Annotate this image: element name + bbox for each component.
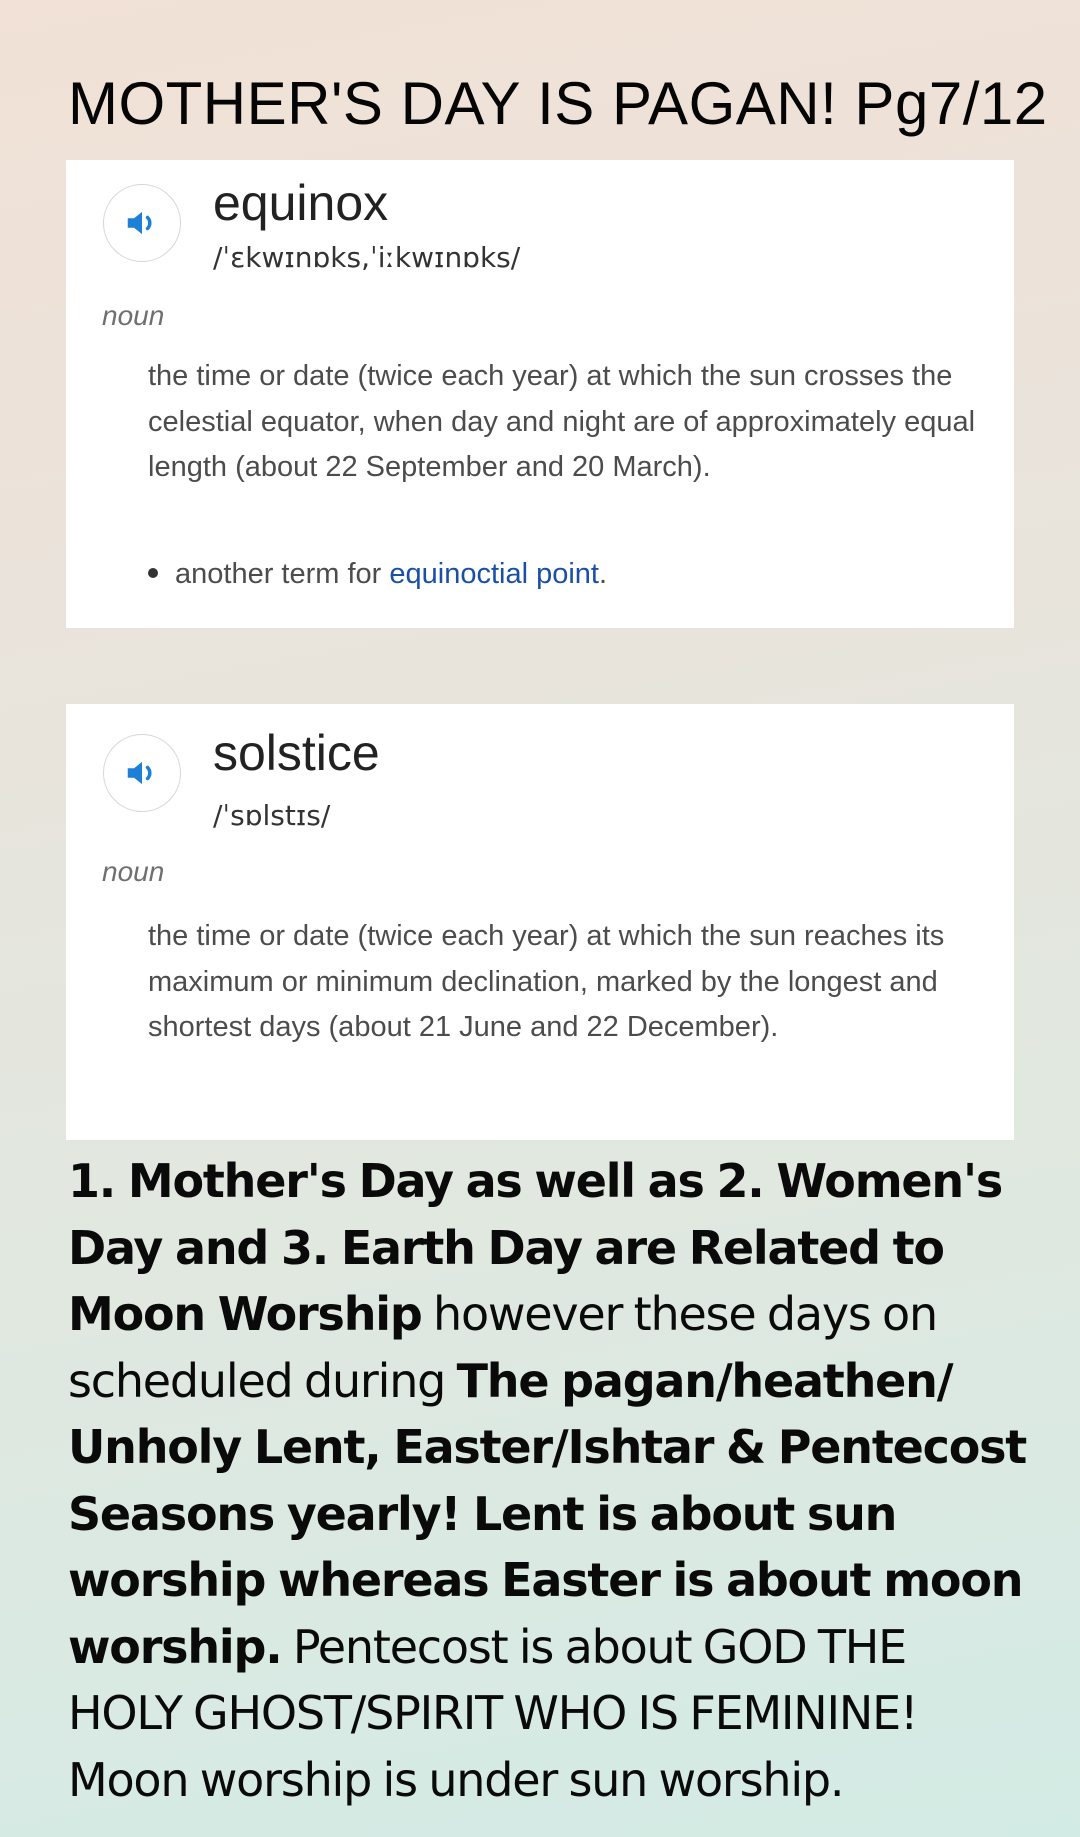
part-of-speech: noun bbox=[102, 856, 165, 887]
related-term-suffix: . bbox=[598, 558, 608, 590]
page-title: MOTHER'S DAY IS PAGAN! Pg7/12 bbox=[68, 70, 1048, 137]
pronunciation-button[interactable] bbox=[103, 734, 181, 812]
part-of-speech: noun bbox=[102, 300, 165, 331]
body-segment: Pentecost is about GOD THE HOLY GHOST/SPIRIT WHO IS FEMININE! Moon worship is under sun worship. bbox=[68, 1619, 918, 1807]
speaker-icon bbox=[123, 754, 161, 792]
equinoctial-point-link[interactable]: equinoctial point bbox=[389, 558, 599, 590]
related-term bbox=[148, 552, 607, 596]
dictionary-card-equinox bbox=[66, 160, 1014, 628]
definition-text: the time or date (twice each year) at which the sun reaches its maximum or minimum declination, marked by the longest and shortest days (about 21 June and 22 December). bbox=[148, 920, 945, 1043]
body-segment-bold: The pagan/heathen/ Unholy Lent, Easter/Ishtar & Pentecost Seasons yearly! Lent is about sun worship whereas Easter is about moon worship. bbox=[68, 1353, 1027, 1674]
dictionary-card-solstice bbox=[66, 704, 1014, 1140]
body-segment: however these days on scheduled during bbox=[68, 1287, 937, 1408]
pronunciation-button[interactable] bbox=[103, 184, 181, 262]
phonetic-transcription: /ˈsɒlstɪs/ bbox=[213, 799, 331, 832]
phonetic-transcription: /ˈɛkwɪnɒks,ˈiːkwɪnɒks/ bbox=[213, 241, 521, 274]
headword: equinox bbox=[213, 175, 389, 231]
bullet-icon bbox=[148, 568, 158, 578]
headword: solstice bbox=[213, 725, 380, 781]
related-term-prefix: another term for bbox=[175, 558, 390, 590]
definition-text: the time or date (twice each year) at which the sun crosses the celestial equator, when day and night are of approximately equal length (about 22 September and 20 March). bbox=[148, 360, 976, 483]
speaker-icon bbox=[123, 204, 161, 242]
body-text bbox=[68, 1148, 1028, 1813]
body-segment-bold: 1. Mother's Day as well as 2. Women's Day and 3. Earth Day are Related to Moon Worship bbox=[68, 1154, 1003, 1341]
